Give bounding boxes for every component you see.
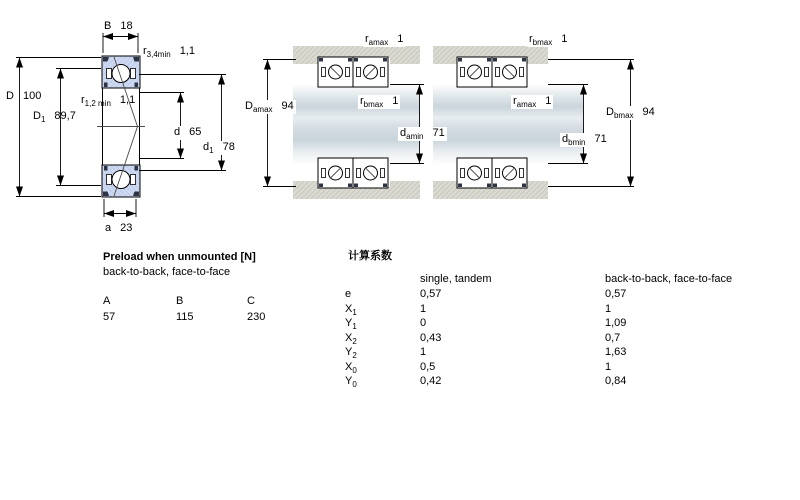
factor-value-single: 1 xyxy=(420,346,427,358)
calculation-factors-table xyxy=(345,250,785,410)
factor-value-paired: 1,63 xyxy=(605,346,627,358)
factor-row-x1 xyxy=(345,303,775,318)
preload-col-c: C xyxy=(247,295,255,307)
factor-label: $X_1$ xyxy=(345,302,357,317)
factor-value-single: 0 xyxy=(420,317,427,329)
dim-label-D: D 100 xyxy=(6,90,42,102)
dimension-D xyxy=(16,58,101,197)
factor-label: e xyxy=(345,288,352,300)
factors-rows xyxy=(345,288,775,390)
factor-label: $X_0$ xyxy=(345,360,357,375)
preload-value-a: 57 xyxy=(103,311,116,323)
dim-label-d1: $d_1$ 78 xyxy=(203,141,235,156)
dim-label-rbmax-a: $r_{bmax}$ 1 xyxy=(360,95,399,110)
dim-label-r34min: $r_{3,4min}$ 1,1 xyxy=(143,45,195,60)
dim-label-D1: $D_1$ 89,7 xyxy=(33,110,76,125)
factor-value-paired: 0,84 xyxy=(605,375,627,387)
factor-row-x2 xyxy=(345,332,775,347)
factor-value-single: 0,42 xyxy=(420,375,442,387)
dim-label-damin: $d_{amin}$ 71 xyxy=(400,127,445,142)
preload-value-c: 230 xyxy=(247,311,266,323)
factor-value-paired: 1,09 xyxy=(605,317,627,329)
dimension-B xyxy=(103,33,138,53)
dim-label-dbmin: $d_{bmin}$ 71 xyxy=(562,133,607,148)
factor-row-y2 xyxy=(345,346,775,361)
factor-row-x0 xyxy=(345,361,775,376)
preload-subtitle: back-to-back, face-to-face xyxy=(103,266,231,278)
preload-table xyxy=(103,251,343,331)
preload-col-b: B xyxy=(176,295,184,307)
factor-label: $X_2$ xyxy=(345,331,357,346)
dim-label-Dbmax: $D_{bmax}$ 94 xyxy=(606,106,655,121)
dimension-D1 xyxy=(56,69,101,186)
factor-value-single: 0,5 xyxy=(420,360,436,373)
face-to-face-arrangement-drawing xyxy=(433,46,634,199)
dimension-d1 xyxy=(139,75,226,171)
preload-col-a: A xyxy=(103,295,111,307)
factors-col1-header: single, tandem xyxy=(420,273,492,285)
factor-value-paired: 0,57 xyxy=(605,288,627,300)
dim-label-r12min: $r_{1,2 min}$ 1,1 xyxy=(81,94,136,109)
factor-value-paired: 0,7 xyxy=(605,331,621,344)
factor-value-single: 0,57 xyxy=(420,288,442,300)
single-bearing-drawing xyxy=(97,56,145,197)
factor-label: $Y_1$ xyxy=(345,317,357,332)
factor-value-paired: 1 xyxy=(605,302,612,315)
factor-label: $Y_2$ xyxy=(345,346,357,361)
factor-label: $Y_0$ xyxy=(345,375,357,390)
dim-label-a: a 23 xyxy=(105,222,133,234)
dim-label-rbmax-b: $r_{bmax}$ 1 xyxy=(529,33,568,48)
factors-col2-header: back-to-back, face-to-face xyxy=(605,273,733,285)
dim-label-d: d 65 xyxy=(172,126,203,140)
dimension-Damax xyxy=(263,60,296,187)
dim-label-ramax-b: $r_{amax}$ 1 xyxy=(513,95,552,110)
factor-row-y0 xyxy=(345,375,775,390)
back-to-back-arrangement-drawing xyxy=(263,46,424,199)
factor-value-single: 1 xyxy=(420,302,427,315)
dimension-a xyxy=(104,199,136,217)
dim-label-B: B 18 xyxy=(104,20,133,32)
factor-value-single: 0,43 xyxy=(420,331,442,344)
factor-value-paired: 1 xyxy=(605,360,612,373)
dim-label-Damax: $D_{amax}$ 94 xyxy=(245,100,294,115)
preload-value-row xyxy=(103,311,307,324)
factor-row-e xyxy=(345,288,775,303)
factor-row-y1 xyxy=(345,317,775,332)
preload-title: Preload when unmounted [N] xyxy=(103,251,256,263)
preload-value-b: 115 xyxy=(176,311,194,323)
factors-title: 计算系数 xyxy=(348,250,392,262)
dim-label-ramax-a: $r_{amax}$ 1 xyxy=(365,33,404,48)
preload-header-row xyxy=(103,295,307,308)
